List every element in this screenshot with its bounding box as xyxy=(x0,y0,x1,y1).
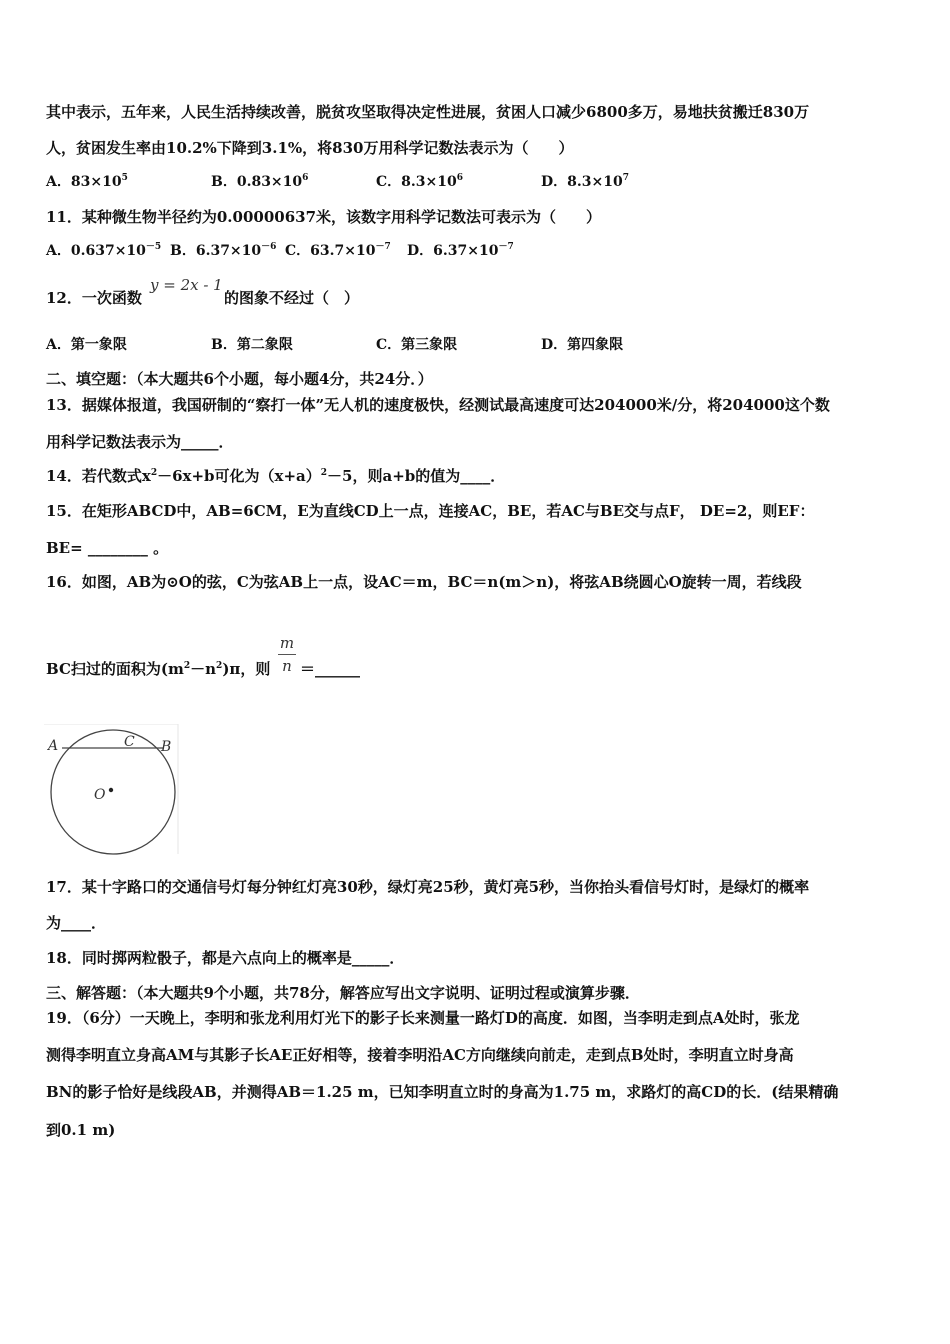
section2-heading: 二、填空题：（本大题共6个小题，每小题4分，共24分．） xyxy=(46,370,433,388)
q16-line1: 16．如图，AB为⊙O的弦，C为弦AB上一点，设AC＝m，BC＝n(m＞n)，将弦AB绕圆心O旋转一周，若线段 xyxy=(46,573,802,591)
q18-stem: 18．同时掷两粒骰子，都是六点向上的概率是_____． xyxy=(46,949,405,967)
label-b: B xyxy=(161,739,172,755)
q12-formula: y = 2x - 1 xyxy=(150,276,223,294)
q12-stem-prefix: 12．一次函数 xyxy=(46,289,142,307)
q15-line1: 15．在矩形ABCD中，AB=6CM，E为直线CD上一点，连接AC，BE，若AC与BE交与点F， DE=2，则EF： xyxy=(46,502,815,520)
q12-option-c: C．第三象限 xyxy=(376,337,458,353)
q17-line2: 为____． xyxy=(46,914,107,932)
q19-line3: BN的影子恰好是线段AB，并测得AB＝1.25 m，已知李明直立时的身高为1.75 m，求路灯的高CD的长．(结果精确 xyxy=(46,1083,839,1101)
q10-stem-line2: 人，贫困发生率由10.2%下降到3.1%，将830万用科学记数法表示为（ ） xyxy=(46,139,574,157)
q10-option-b: B．$0.83\times 10^6$ xyxy=(211,173,309,190)
q12-option-d: D．第四象限 xyxy=(541,337,624,353)
q13-line1: 13．据媒体报道，我国研制的“察打一体”无人机的速度极快，经测试最高速度可达204000米/分，将204000这个数 xyxy=(46,396,830,414)
label-c: C xyxy=(124,734,135,750)
q10-option-d: D．$8.3\times 10^7$ xyxy=(541,173,629,190)
q16-line2: BC扫过的面积为$(m^2-n^2)\pi$，则 xyxy=(46,660,271,678)
q16-fraction xyxy=(278,634,296,675)
q12-option-b: B．第二象限 xyxy=(211,337,293,353)
q19-line4: 到0.1 m) xyxy=(46,1121,116,1139)
q12-stem-suffix: 的图象不经过（ ） xyxy=(224,289,360,307)
q12-option-a: A．第一象限 xyxy=(46,337,127,353)
center-point xyxy=(109,788,113,792)
q10-stem-line1: 其中表示，五年来，人民生活持续改善，脱贫攻坚取得决定性进展，贫困人口减少6800多万，易地扶贫搬迁830万 xyxy=(46,103,810,121)
q15-line2: BE= ________ 。 xyxy=(46,539,169,557)
q11-option-d: D．$6.37\times 10^{-7}$ xyxy=(407,242,514,259)
fraction-bar xyxy=(278,654,296,655)
q19-line2: 测得李明直立身高AM与其影子长AE正好相等，接着李明沿AC方向继续向前走，走到点B处时，李明直立时身高 xyxy=(46,1046,794,1064)
label-a: A xyxy=(48,738,59,754)
fraction-denominator: n xyxy=(282,657,292,675)
fraction-numerator: m xyxy=(279,634,295,652)
q16-circle-figure xyxy=(44,724,180,856)
q10-option-c: C．$8.3\times 10^6$ xyxy=(376,173,463,190)
q11-option-a: A．$0.637\times 10^{-5}$ xyxy=(46,242,162,259)
q17-line1: 17．某十字路口的交通信号灯每分钟红灯亮30秒，绿灯亮25秒，黄灯亮5秒，当你抬头看信号灯时，是绿灯的概率 xyxy=(46,878,810,896)
section3-heading: 三、解答题：（本大题共9个小题，共78分，解答应写出文字说明、证明过程或演算步骤． xyxy=(46,984,640,1002)
label-o: O xyxy=(94,787,106,803)
q16-answer-blank: ＝______ xyxy=(300,660,361,678)
q14-stem: 14．若代数式$x^2-6x+b$可化为$(x+a)^2-5$，则a+b的值为____． xyxy=(46,467,506,485)
q13-line2: 用科学记数法表示为_____． xyxy=(46,433,234,451)
q10-option-a: A．$83\times 10^5$ xyxy=(46,173,128,190)
q11-option-b: B．$6.37\times 10^{-6}$ xyxy=(170,242,277,259)
q11-stem: 11．某种微生物半径约为0.00000637米，该数字用科学记数法可表示为（ ） xyxy=(46,208,602,226)
q11-option-c: C．$63.7\times 10^{-7}$ xyxy=(285,242,391,259)
q19-line1: 19．（6分）一天晚上，李明和张龙利用灯光下的影子长来测量一路灯D的高度．如图，当李明走到点A处时，张龙 xyxy=(46,1009,800,1027)
